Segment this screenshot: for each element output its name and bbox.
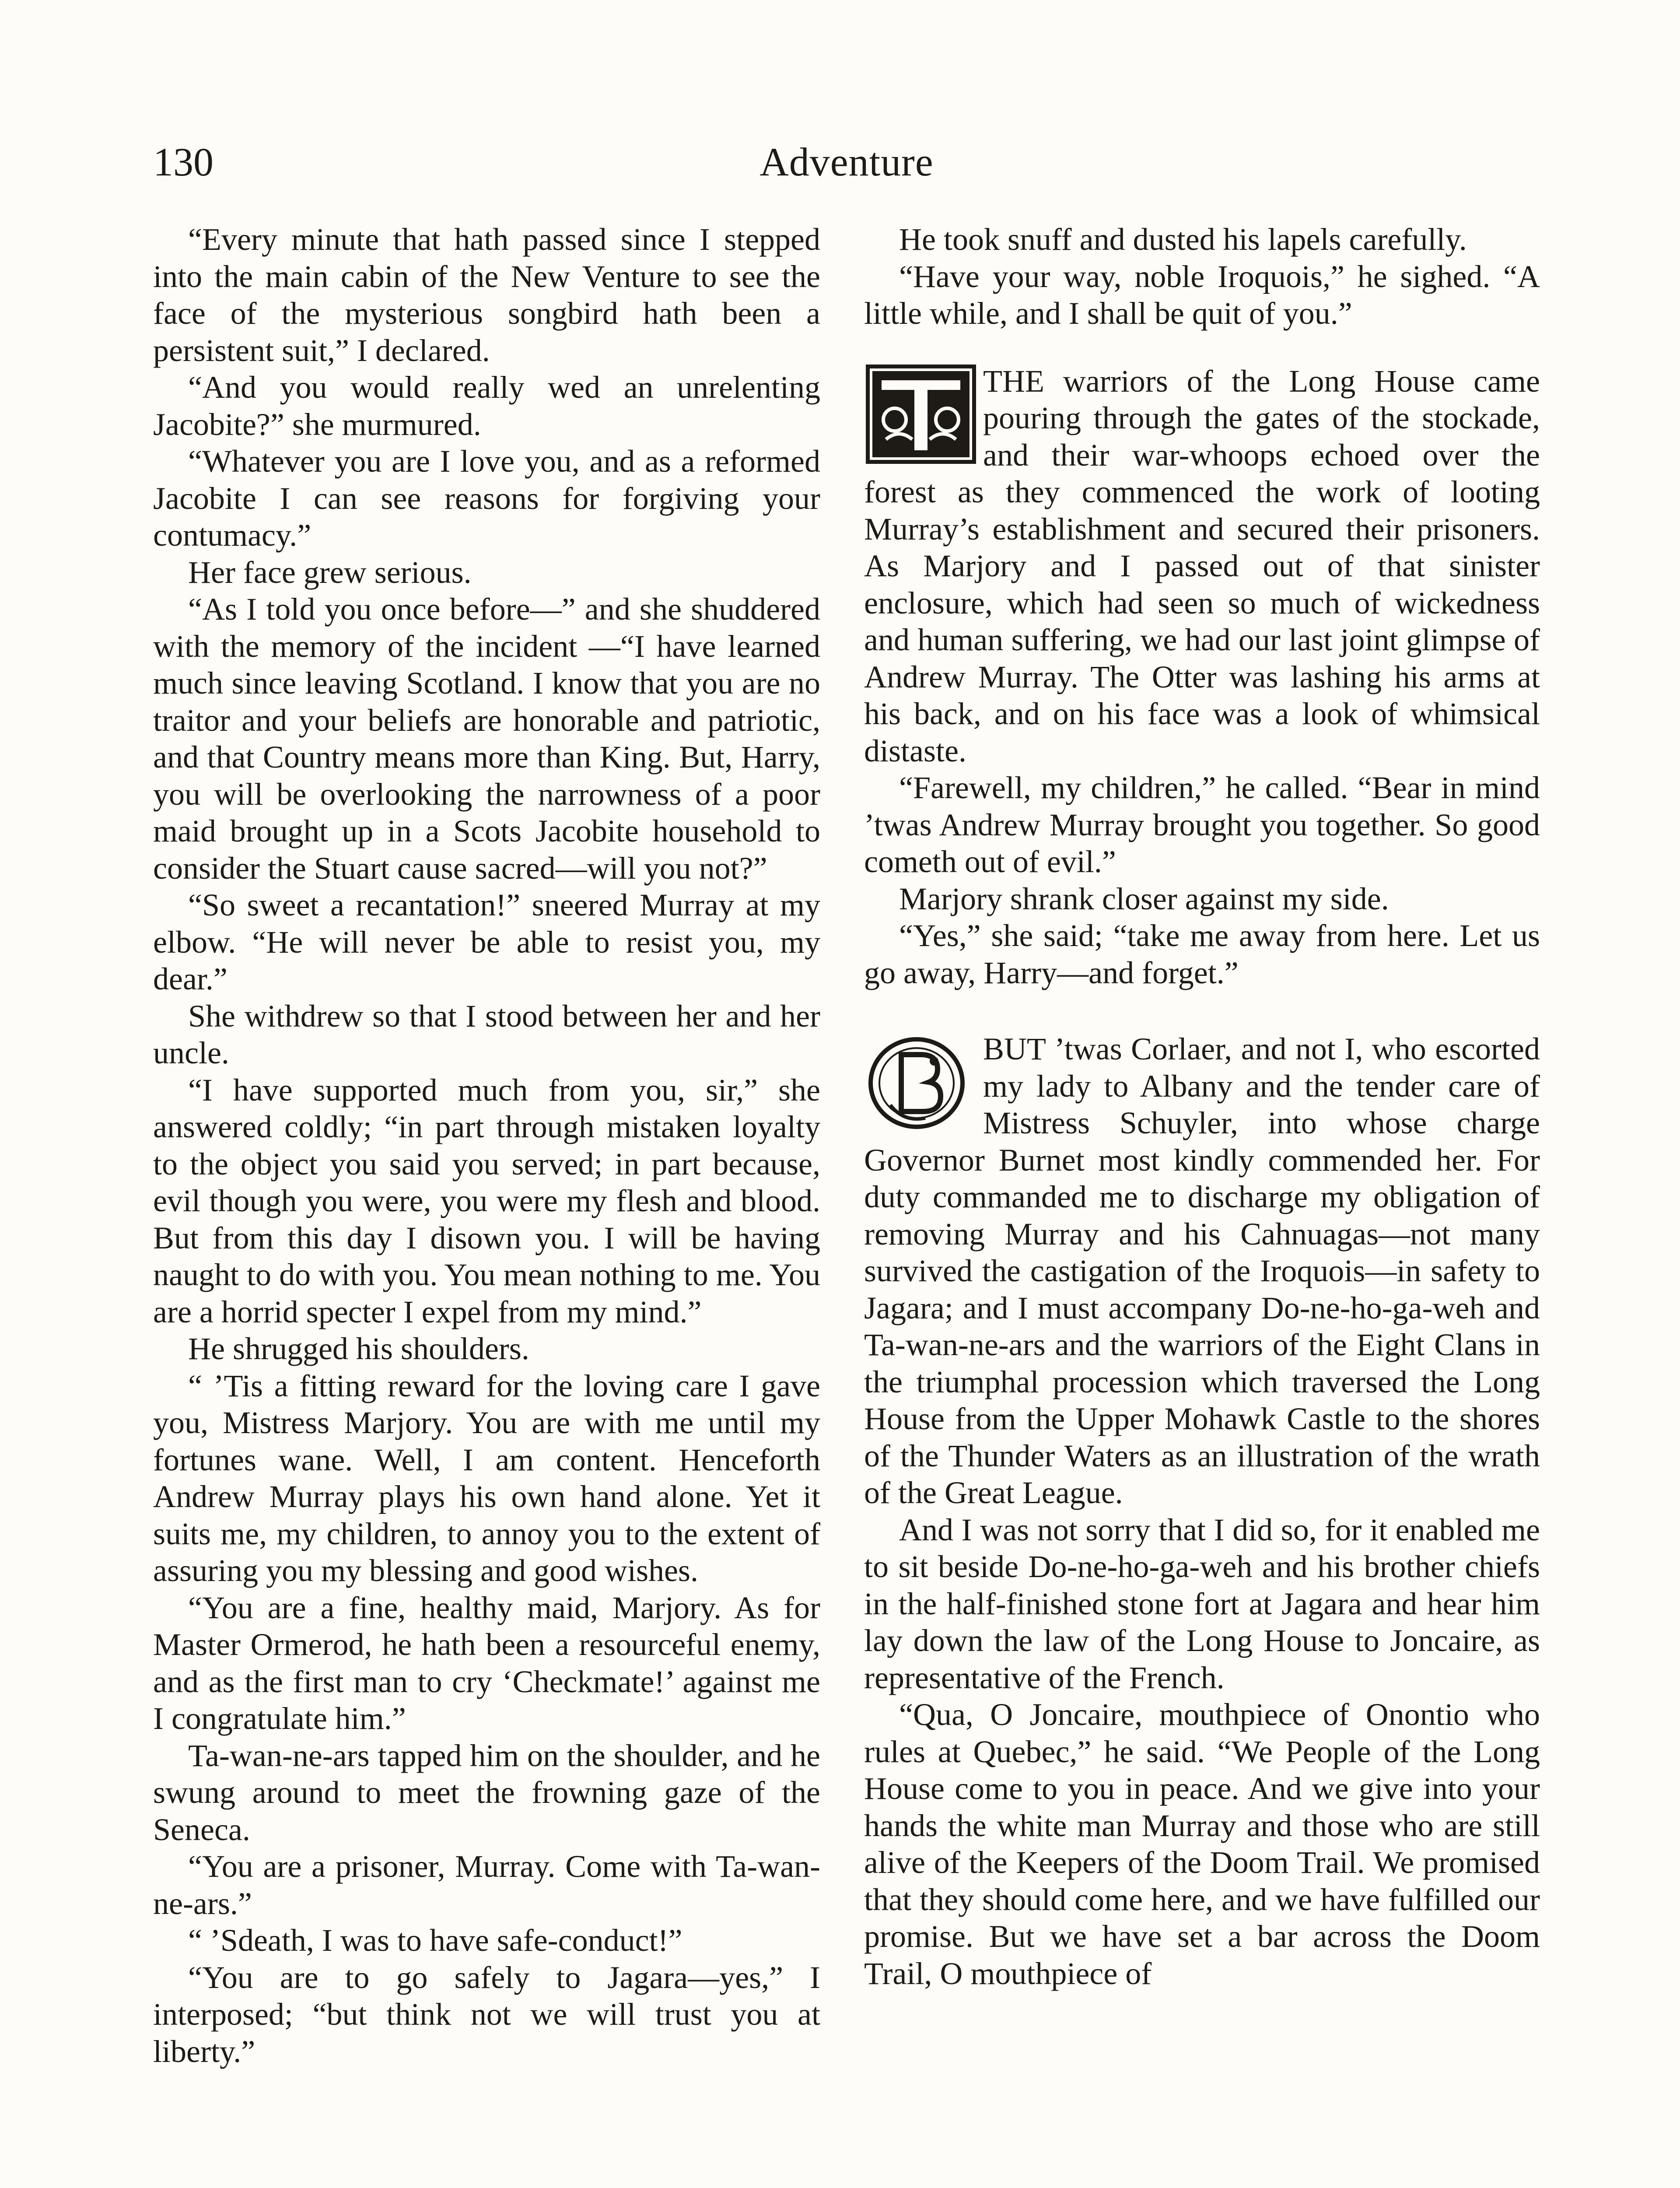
paragraph: Her face grew serious. [188, 554, 472, 590]
paragraph: “You are a prisoner, Murray. Come with Ta-wan-ne-ars.” [153, 1849, 820, 1921]
ornamental-initial-b-icon [864, 1031, 978, 1133]
ornamental-initial-b-svg [864, 1031, 978, 1133]
section-paragraph: THE warriors of the Long House came pouring through the gates of the stockade, and their war-whoops echoed over the forest as they commenced the work of looting Murray’s establishment and secured their prisoners. As Marjory and I passed out of that sinister enclosure, which had seen so much of wickedness and human suffering, we had our last joint glimpse of Andrew Murray. The Otter was lashing his arms at his back, and on his face was a look of whimsical distaste. [864, 363, 1540, 768]
right-column [864, 221, 1540, 1992]
paragraph: “You are to go safely to Jagara—yes,” I interposed; “but think not we will trust you at liberty.” [153, 1960, 820, 2069]
paragraph: “Qua, O Joncaire, mouthpiece of Onontio who rules at Quebec,” he said. “We People of the Long House come to you in peace. And we give into your hands the white man Murray and those who are still alive of the Keepers of the Doom Trail. We promised that they should come here, and we have fulfilled our promise. But we have set a bar across the Doom Trail, O mouthpiece of [864, 1697, 1540, 1991]
paragraph: “I have supported much from you, sir,” she answered coldly; “in part through mistaken loyalty to the object you said you served; in part because, evil though you were, you were my flesh and blood. But from this day I disown you. I will be having naught to do with you. You mean nothing to me. You are a horrid specter I expel from my mind.” [153, 1072, 820, 1329]
paragraph: “ ’Tis a fitting reward for the loving care I gave you, Mistress Marjory. You are with me until my fortunes wane. Well, I am content. Henceforth Andrew Murray plays his own hand alone. Yet it suits me, my children, to annoy you to the extent of assuring you my blessing and good wishes. [153, 1368, 820, 1588]
paragraph: “Farewell, my children,” he called. “Bear in mind ’twas Andrew Murray brought you together. So good cometh out of evil.” [864, 770, 1540, 879]
ornamental-initial-t-svg [864, 363, 978, 466]
paragraph: “Every minute that hath passed since I stepped into the main cabin of the New Venture to see the face of the mysterious songbird hath been a persistent suit,” I declared. [153, 222, 820, 368]
section-paragraph: BUT ’twas Corlaer, and not I, who escorted my lady to Albany and the tender care of Mistress Schuyler, into whose charge Governor Burnet most kindly commended her. For duty commanded me to discharge my obligation of removing Murray and his Cahnuagas—not many survived the castigation of the Iroquois—in safety to Jagara; and I must accompany Do-ne-ho-ga-weh and Ta-wan-ne-ars and the warriors of the Eight Clans in the triumphal procession which traversed the Long House from the Upper Mohawk Castle to the shores of the Thunder Waters as an illustration of the wrath of the Great League. [864, 1031, 1540, 1510]
page-header [153, 131, 1540, 193]
paragraph: She withdrew so that I stood between her and her uncle. [153, 998, 820, 1070]
running-title: Adventure [760, 140, 934, 184]
left-column [153, 221, 820, 2070]
paragraph: And I was not sorry that I did so, for it enabled me to sit beside Do-ne-ho-ga-weh and his brother chiefs in the half-finished stone fort at Jagara and hear him lay down the law of the Long House to Joncaire, as representative of the French. [864, 1512, 1540, 1695]
paragraph: “Have your way, noble Iroquois,” he sighed. “A little while, and I shall be quit of you.” [864, 259, 1540, 331]
paragraph: Ta-wan-ne-ars tapped him on the shoulder, and he swung around to meet the frowning gaze of the Seneca. [153, 1738, 820, 1847]
paragraph: “You are a fine, healthy maid, Marjory. As for Master Ormerod, he hath been a resourceful enemy, and as the first man to cry ‘Checkmate!’ against me I congratulate him.” [153, 1590, 820, 1736]
paragraph: “So sweet a recantation!” sneered Murray at my elbow. “He will never be able to resist you, my dear.” [153, 887, 820, 996]
paragraph: “As I told you once before—” and she shuddered with the memory of the incident —“I have learned much since leaving Scotland. I know that you are no traitor and your beliefs are honorable and patriotic, and that Country means more than King. But, Harry, you will be overlooking the narrowness of a poor maid brought up in a Scots Jacobite household to consider the Stuart cause sacred—will you not?” [153, 592, 820, 886]
paragraph: “And you would really wed an unrelenting Jacobite?” she murmured. [153, 370, 820, 442]
paragraph: “Whatever you are I love you, and as a reformed Jacobite I can see reasons for forgiving your contumacy.” [153, 444, 820, 553]
paragraph: He shrugged his shoulders. [188, 1331, 529, 1366]
ornamental-initial-t-icon [864, 363, 978, 466]
paragraph: He took snuff and dusted his lapels carefully. [899, 222, 1467, 257]
paragraph: Marjory shrank closer against my side. [899, 881, 1389, 916]
page-number: 130 [153, 140, 214, 184]
paragraph: “Yes,” she said; “take me away from here. Let us go away, Harry—and forget.” [864, 918, 1540, 990]
paragraph: “ ’Sdeath, I was to have safe-conduct!” [188, 1923, 682, 1958]
